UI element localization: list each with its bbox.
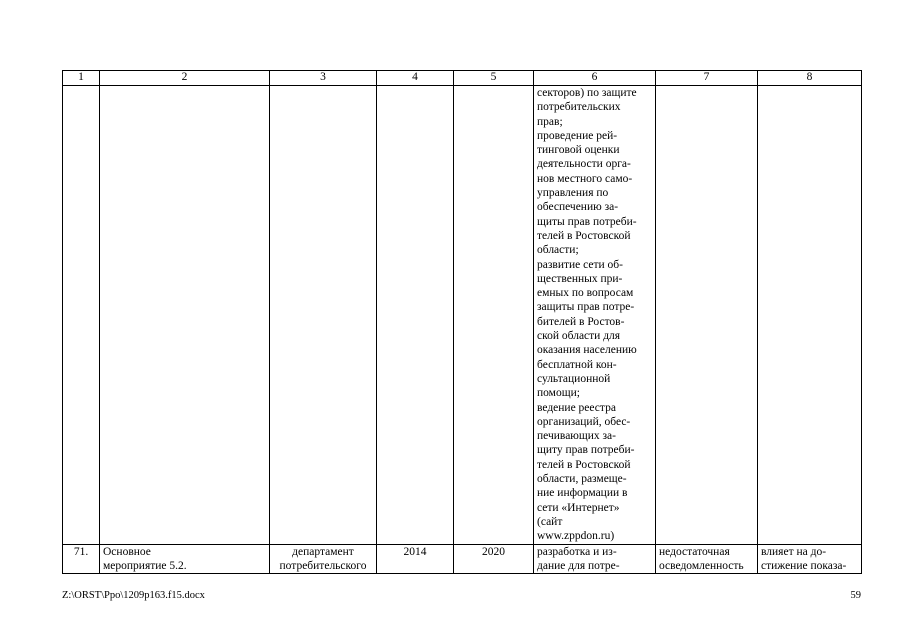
text-line: защиты прав потре- (537, 301, 635, 314)
text-line: влияет на до- (761, 545, 827, 558)
text-line: телей в Ростовской (537, 229, 631, 242)
text-line: обеспечению за- (537, 201, 619, 214)
text-line: потребительских (537, 101, 621, 114)
program-table (62, 70, 862, 574)
cell-executor (270, 86, 377, 545)
text-line: Основное (103, 545, 151, 558)
text-line: управления по (537, 187, 609, 200)
col-header-2: 2 (100, 71, 270, 86)
text-line: мероприятие 5.2. (103, 559, 187, 572)
text-line: нов местного само- (537, 172, 633, 185)
text-line: бесплатной кон- (537, 358, 617, 371)
text-line: разработка и из- (537, 545, 617, 558)
text-line: помощи; (537, 387, 580, 400)
cell-name (100, 86, 270, 545)
table-row-continuation (63, 86, 862, 545)
text-line: сети «Интернет» (537, 501, 620, 514)
expected-result (534, 544, 656, 574)
text-line: развитие сети об- (537, 258, 623, 271)
relation-to-indicators (758, 544, 862, 574)
col-header-3: 3 (270, 71, 377, 86)
text-line: осведомленность (659, 559, 744, 572)
col-header-7: 7 (656, 71, 758, 86)
text-line: бителей в Ростов- (537, 315, 625, 328)
col-header-8: 8 (758, 71, 862, 86)
text-line: проведение рей- (537, 129, 618, 142)
consequences (656, 544, 758, 574)
text-line: дание для потре- (537, 559, 620, 572)
cell-end (454, 86, 534, 545)
text-line: (сайт (537, 515, 563, 528)
text-line: телей в Ростовской (537, 458, 631, 471)
text-line: www.zppdon.ru) (537, 530, 615, 543)
text-line: ние информации в (537, 487, 628, 500)
text-line: области, размеще- (537, 473, 627, 486)
text-line: тинговой оценки (537, 144, 620, 157)
col-header-4: 4 (377, 71, 454, 86)
text-line: печивающих за- (537, 430, 616, 443)
cell-num (63, 86, 100, 545)
text-line: сультационной (537, 372, 611, 385)
text-line: щиты прав потреби- (537, 215, 637, 228)
executor (270, 544, 377, 574)
text-line: ведение реестра (537, 401, 616, 414)
start-year: 2014 (377, 544, 454, 574)
text-line: щественных при- (537, 272, 623, 285)
cell-consequences (656, 86, 758, 545)
text-line: департамент (292, 545, 354, 558)
text-line: ской области для (537, 330, 621, 343)
header-row (63, 71, 862, 86)
text-line: прав; (537, 115, 563, 128)
cell-result (534, 86, 656, 545)
cell-relation (758, 86, 862, 545)
text-line: недостаточная (659, 545, 730, 558)
row-number: 71. (63, 544, 100, 574)
text-line: потребительского (279, 559, 367, 572)
text-line: оказания населению (537, 344, 637, 357)
col-header-5: 5 (454, 71, 534, 86)
text-line: области; (537, 244, 579, 257)
col-header-6: 6 (534, 71, 656, 86)
text-line: организаций, обес- (537, 415, 631, 428)
text-line: емных по вопросам (537, 287, 634, 300)
activity-name (100, 544, 270, 574)
col-header-1: 1 (63, 71, 100, 86)
file-path: Z:\ORST\Ppo\1209p163.f15.docx (62, 590, 205, 601)
cell-start (377, 86, 454, 545)
text-line: стижение показа- (761, 559, 847, 572)
end-year: 2020 (454, 544, 534, 574)
text-line: щиту прав потреби- (537, 444, 635, 457)
table-row-71 (63, 544, 862, 574)
page-number: 59 (850, 590, 861, 601)
text-line: секторов) по защите (537, 87, 637, 99)
text-line: деятельности орга- (537, 158, 631, 171)
